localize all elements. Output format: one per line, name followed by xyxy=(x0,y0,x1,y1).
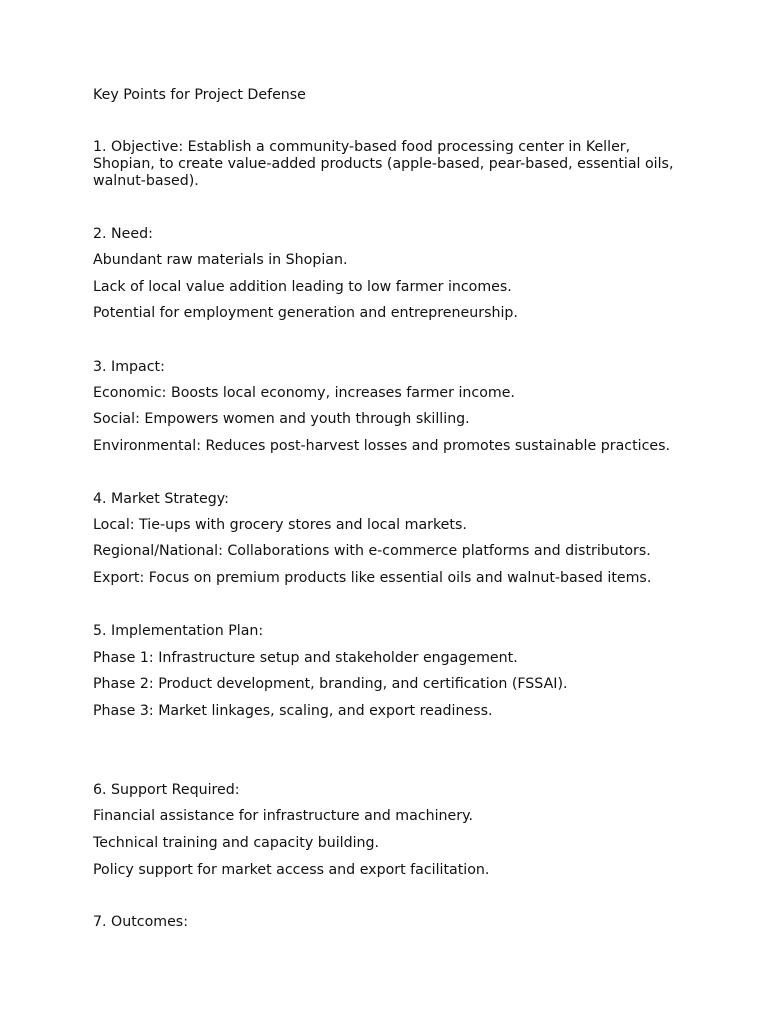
impact-heading: 3. Impact: xyxy=(93,359,165,375)
need-item: Potential for employment generation and entrepreneurship. xyxy=(93,305,518,321)
impact-item: Economic: Boosts local economy, increases farmer income. xyxy=(93,385,515,401)
impact-item: Environmental: Reduces post-harvest losses and promotes sustainable practices. xyxy=(93,438,671,454)
market-strategy-item: Export: Focus on premium products like essential oils and walnut-based items. xyxy=(93,570,652,586)
need-heading: 2. Need: xyxy=(93,226,153,242)
document-title: Key Points for Project Defense xyxy=(93,87,306,103)
market-strategy-item: Regional/National: Collaborations with e-commerce platforms and distributors. xyxy=(93,543,651,559)
implementation-plan-item: Phase 3: Market linkages, scaling, and export readiness. xyxy=(93,703,493,719)
objective-paragraph: 1. Objective: Establish a community-based food processing center in Keller, Shopian, to create value-added products (apple-based, pear-based, essential oils, walnut-based). xyxy=(93,139,674,189)
market-strategy-item: Local: Tie-ups with grocery stores and local markets. xyxy=(93,517,467,533)
impact-item: Social: Empowers women and youth through skilling. xyxy=(93,411,470,427)
need-item: Abundant raw materials in Shopian. xyxy=(93,252,348,268)
implementation-plan-item: Phase 1: Infrastructure setup and stakeholder engagement. xyxy=(93,650,518,666)
support-required-item: Policy support for market access and export facilitation. xyxy=(93,862,490,878)
need-item: Lack of local value addition leading to low farmer incomes. xyxy=(93,279,512,295)
market-strategy-heading: 4. Market Strategy: xyxy=(93,491,229,507)
support-required-item: Technical training and capacity building. xyxy=(93,835,380,851)
implementation-plan-item: Phase 2: Product development, branding, and certification (FSSAI). xyxy=(93,676,568,692)
outcomes-heading: 7. Outcomes: xyxy=(93,914,188,930)
support-required-item: Financial assistance for infrastructure and machinery. xyxy=(93,808,473,824)
implementation-plan-heading: 5. Implementation Plan: xyxy=(93,623,264,639)
support-required-heading: 6. Support Required: xyxy=(93,782,240,798)
